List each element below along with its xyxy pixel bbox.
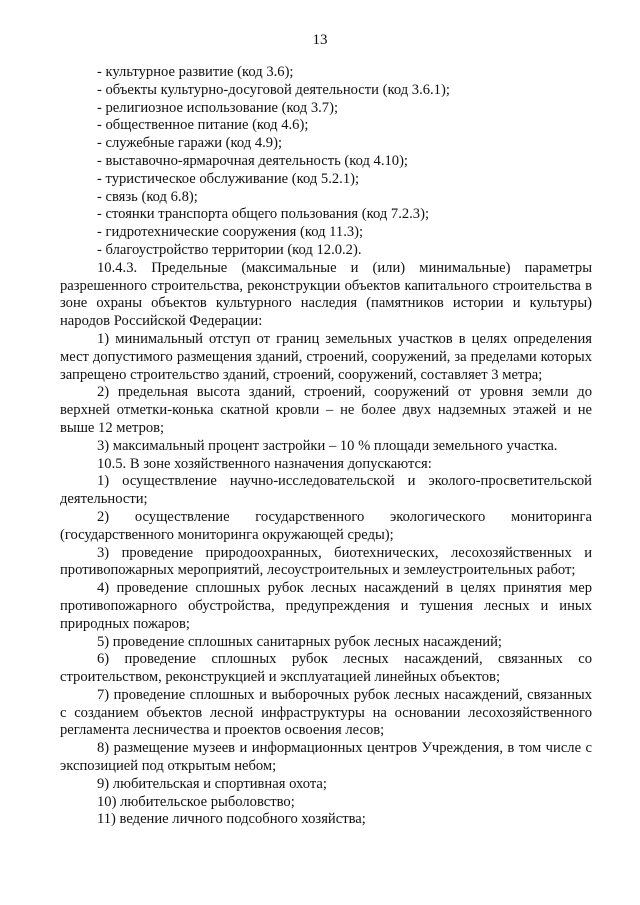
page-number: 13 (312, 32, 328, 48)
paragraph: 5) проведение сплошных санитарных рубок лесных насаждений; (97, 633, 502, 650)
document-body (60, 64, 592, 829)
paragraph: 7) проведение сплошных и выборочных рубок лесных насаждений, связанных с созданием объектов лесной инфраструктуры на основании лесохозяйственного регламента лесничества и проектов освоения лесов; (60, 686, 592, 739)
permitted-uses-list (60, 64, 592, 260)
section-10-5-heading: 10.5. В зоне хозяйственного назначения допускаются: (97, 455, 432, 472)
paragraph: 1) минимальный отступ от границ земельных участков в целях определения мест допустимого размещения зданий, строений, сооружений, за пределами которых запрещено строительство зданий, строений, сооружений, составляет 3 метра; (60, 330, 592, 383)
list-item: - благоустройство территории (код 12.0.2). (97, 241, 362, 258)
paragraph: 8) размещение музеев и информационных центров Учреждения, в том числе с экспозицией под открытым небом; (60, 740, 592, 775)
list-item: - связь (код 6.8); (97, 188, 198, 205)
paragraph: 10) любительское рыболовство; (97, 793, 295, 810)
list-item: - служебные гаражи (код 4.9); (97, 135, 283, 152)
list-item: - общественное питание (код 4.6); (97, 117, 309, 134)
list-item: - религиозное использование (код 3.7); (97, 99, 338, 116)
paragraph: 2) осуществление государственного экологического мониторинга (государственного мониторинга окружающей среды); (60, 508, 592, 543)
paragraph: 3) максимальный процент застройки – 10 % площади земельного участка. (97, 437, 558, 454)
paragraph: 9) любительская и спортивная охота; (97, 775, 327, 792)
paragraph: 4) проведение сплошных рубок лесных насаждений в целях принятия мер противопожарного обустройства, предупреждения и тушения лесных и иных природных пожаров; (60, 580, 592, 632)
list-item: - культурное развитие (код 3.6); (97, 64, 294, 80)
list-item: - туристическое обслуживание (код 5.2.1); (97, 170, 360, 187)
list-item: - стоянки транспорта общего пользования (код 7.2.3); (97, 206, 430, 223)
paragraph: 11) ведение личного подсобного хозяйства; (97, 811, 366, 828)
paragraph: 1) осуществление научно-исследовательской и эколого-просветительской деятельности; (60, 473, 592, 508)
list-item: - объекты культурно-досуговой деятельности (код 3.6.1); (97, 81, 450, 98)
paragraph: 3) проведение природоохранных, биотехнических, лесохозяйственных и противопожарных мероприятий, лесоустроительных и землеустроительных работ; (60, 544, 592, 579)
list-item: - гидротехнические сооружения (код 11.3); (97, 224, 364, 241)
paragraph: 2) предельная высота зданий, строений, сооружений от уровня земли до верхней отметки-конька скатной кровли – не более двух надземных этажей и не выше 12 метров; (60, 384, 592, 436)
list-item: - выставочно-ярмарочная деятельность (код 4.10); (97, 152, 408, 169)
paragraph: 6) проведение сплошных рубок лесных насаждений, связанных со строительством, реконструкцией и эксплуатацией линейных объектов; (60, 651, 592, 686)
section-10-4-3-heading: 10.4.3. Предельные (максимальные и (или) минимальные) параметры разрешенного строительства, реконструкции объектов капитального строительства в зоне охраны объектов культурного наследия (памятников истории и культуры) народов Российской Федерации: (60, 259, 592, 330)
